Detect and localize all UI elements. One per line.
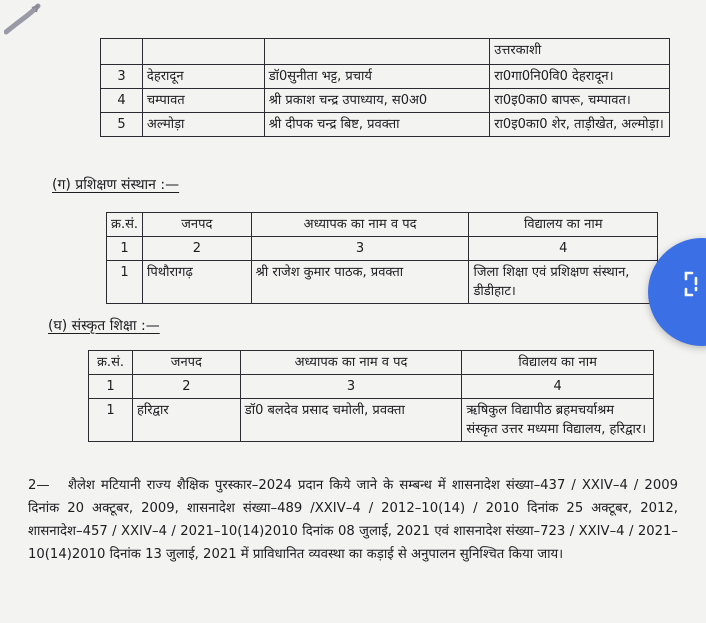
table-cell: देहरादून: [142, 65, 264, 89]
table-row: [101, 89, 670, 113]
table-cell: श्री दीपक चन्द्र बिष्ट, प्रवक्ता: [264, 113, 490, 137]
section-heading-sanskrit: (घ) संस्कृत शिक्षा :—: [48, 318, 160, 334]
table-cell: 3: [101, 65, 143, 89]
table-cell: उत्तरकाशी: [490, 39, 670, 65]
column-header: जनपद: [143, 213, 252, 237]
column-number: 1: [107, 237, 143, 261]
paragraph-number: 2—: [28, 478, 50, 493]
table-cell: रा0गा0नि0वि0 देहरादून।: [490, 65, 670, 89]
table-cell: रा0इ0का0 बापरू, चम्पावत।: [490, 89, 670, 113]
table-header-row: [107, 213, 658, 237]
column-number: 2: [143, 237, 252, 261]
table-cell: डॉ0सुनीता भट्ट, प्रचार्य: [264, 65, 490, 89]
table-cell: पिथौरागढ़: [143, 261, 252, 304]
compliance-paragraph: [28, 474, 678, 566]
column-number: 4: [462, 375, 654, 399]
column-number: 4: [469, 237, 658, 261]
column-number: 3: [240, 375, 462, 399]
training-institute-table: [106, 212, 658, 304]
table-header-row: [89, 351, 654, 375]
table-cell: रा0इ0का0 शेर, ताड़ीखेत, अल्मोड़ा।: [490, 113, 670, 137]
table-cell: श्री प्रकाश चन्द्र उपाध्याय, स0अ0: [264, 89, 490, 113]
table-cell: डॉ0 बलदेव प्रसाद चमोली, प्रवक्ता: [240, 399, 462, 442]
paragraph-text: शैलेश मटियानी राज्य शैक्षिक पुरस्कार–2024 प्रदान किये जाने के सम्बन्ध में शासनादेश संख्या–437 / XXIV–4 / 2009 दिनांक 20 अक्टूबर, 2009, शासनादेश संख्या–489 /XXIV–4 / 2012–10(14) / 2010 दिनांक 25 अक्टूबर, 2012, शासनादेश–457 / XXIV–4 / 2021–10(14)2010 दिनांक 08 जुलाई, 2021 एवं शासनादेश संख्या–723 / XXIV–4 / 2021–10(14)2010 दिनांक 13 जुलाई, 2021 में प्राविधानित व्यवस्था का कड़ाई से अनुपालन सुनिश्चित किया जाय।: [28, 478, 678, 562]
scan-icon: [684, 270, 706, 298]
table-cell: 5: [101, 113, 143, 137]
table-row: [89, 399, 654, 442]
table-cell: 1: [107, 261, 143, 304]
table-cell: चम्पावत: [142, 89, 264, 113]
column-header: अध्यापक का नाम व पद: [240, 351, 462, 375]
table-row: [101, 65, 670, 89]
column-number: 3: [251, 237, 469, 261]
table-row: [101, 113, 670, 137]
table-cell: ऋषिकुल विद्यापीठ ब्रहमचर्याश्रम संस्कृत उत्तर मध्यमा विद्यालय, हरिद्वार।: [462, 399, 654, 442]
column-header: विद्यालय का नाम: [462, 351, 654, 375]
column-number: 1: [89, 375, 133, 399]
district-table-top: [100, 38, 670, 137]
column-header: अध्यापक का नाम व पद: [251, 213, 469, 237]
table-cell: श्री राजेश कुमार पाठक, प्रवक्ता: [251, 261, 469, 304]
sanskrit-education-table: [88, 350, 654, 442]
table-row: [107, 261, 658, 304]
table-cell: 4: [101, 89, 143, 113]
column-header: क्र.सं.: [107, 213, 143, 237]
table-cell: 1: [89, 399, 133, 442]
column-number: 2: [132, 375, 240, 399]
table-cell: अल्मोड़ा: [142, 113, 264, 137]
table-cell: जिला शिक्षा एवं प्रशिक्षण संस्थान, डीडीहाट।: [469, 261, 658, 304]
section-heading-training: (ग) प्रशिक्षण संस्थान :—: [52, 177, 180, 193]
column-number-row: [89, 375, 654, 399]
column-number-row: [107, 237, 658, 261]
column-header: क्र.सं.: [89, 351, 133, 375]
table-row: [101, 39, 670, 65]
column-header: जनपद: [132, 351, 240, 375]
pen-stroke-mark: [4, 2, 44, 36]
table-cell: हरिद्वार: [132, 399, 240, 442]
column-header: विद्यालय का नाम: [469, 213, 658, 237]
